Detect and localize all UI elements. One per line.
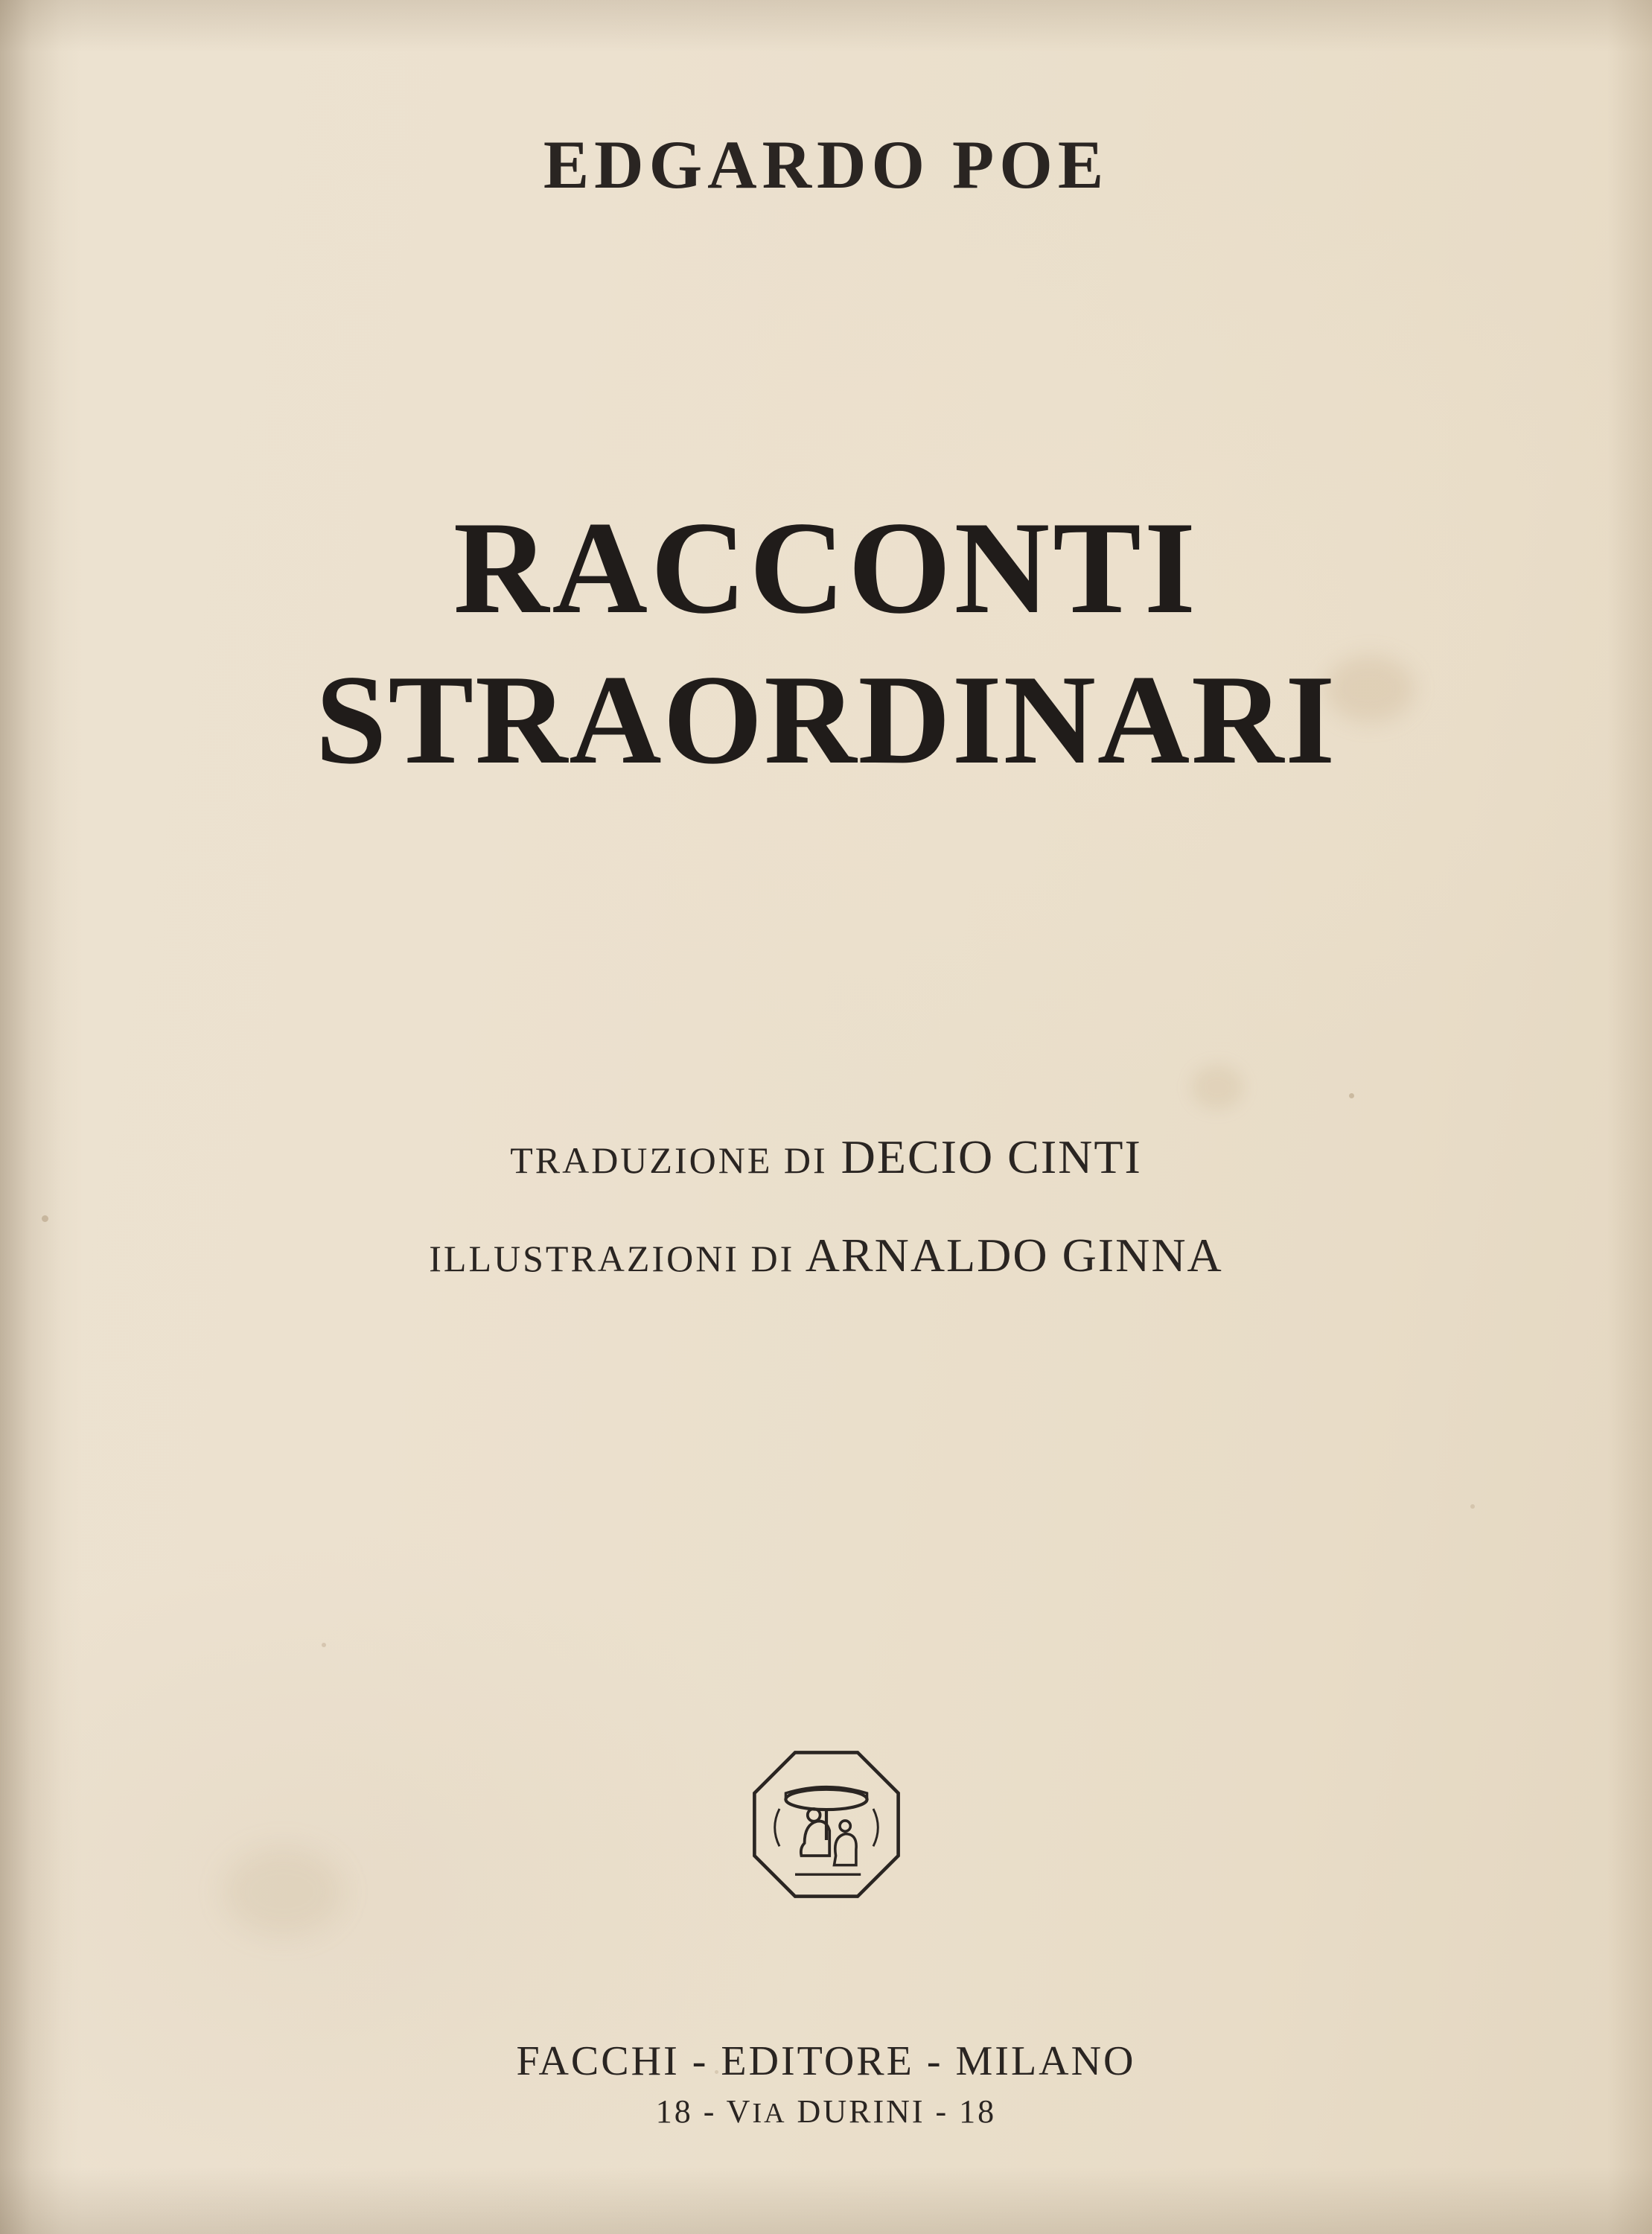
imprint-address-smallcaps: IA <box>752 2098 787 2129</box>
title-line-1: RACCONTI <box>453 494 1199 641</box>
credits-block <box>0 1110 1652 1306</box>
illustration-credit-label: ILLUSTRAZIONI DI <box>429 1238 795 1279</box>
imprint-address-prefix: 18 - V <box>655 2093 753 2130</box>
illustrator-name: ARNALDO GINNA <box>805 1229 1223 1282</box>
imprint-address-rest: DURINI - 18 <box>786 2093 997 2130</box>
imprint-address-line <box>0 2088 1652 2137</box>
illustration-credit <box>0 1208 1652 1306</box>
translation-credit <box>0 1110 1652 1208</box>
author-name: EDGARDO POE <box>543 127 1109 203</box>
title-line-2: STRAORDINARI <box>315 649 1337 791</box>
translator-name: DECIO CINTI <box>841 1130 1142 1183</box>
publisher-octagon-emblem-icon <box>748 1746 905 1903</box>
book-title <box>0 491 1652 797</box>
publisher-imprint <box>0 2034 1652 2137</box>
translation-credit-label: TRADUZIONE DI <box>510 1139 828 1181</box>
imprint-publisher-line: FACCHI - EDITORE - MILANO <box>516 2038 1136 2084</box>
